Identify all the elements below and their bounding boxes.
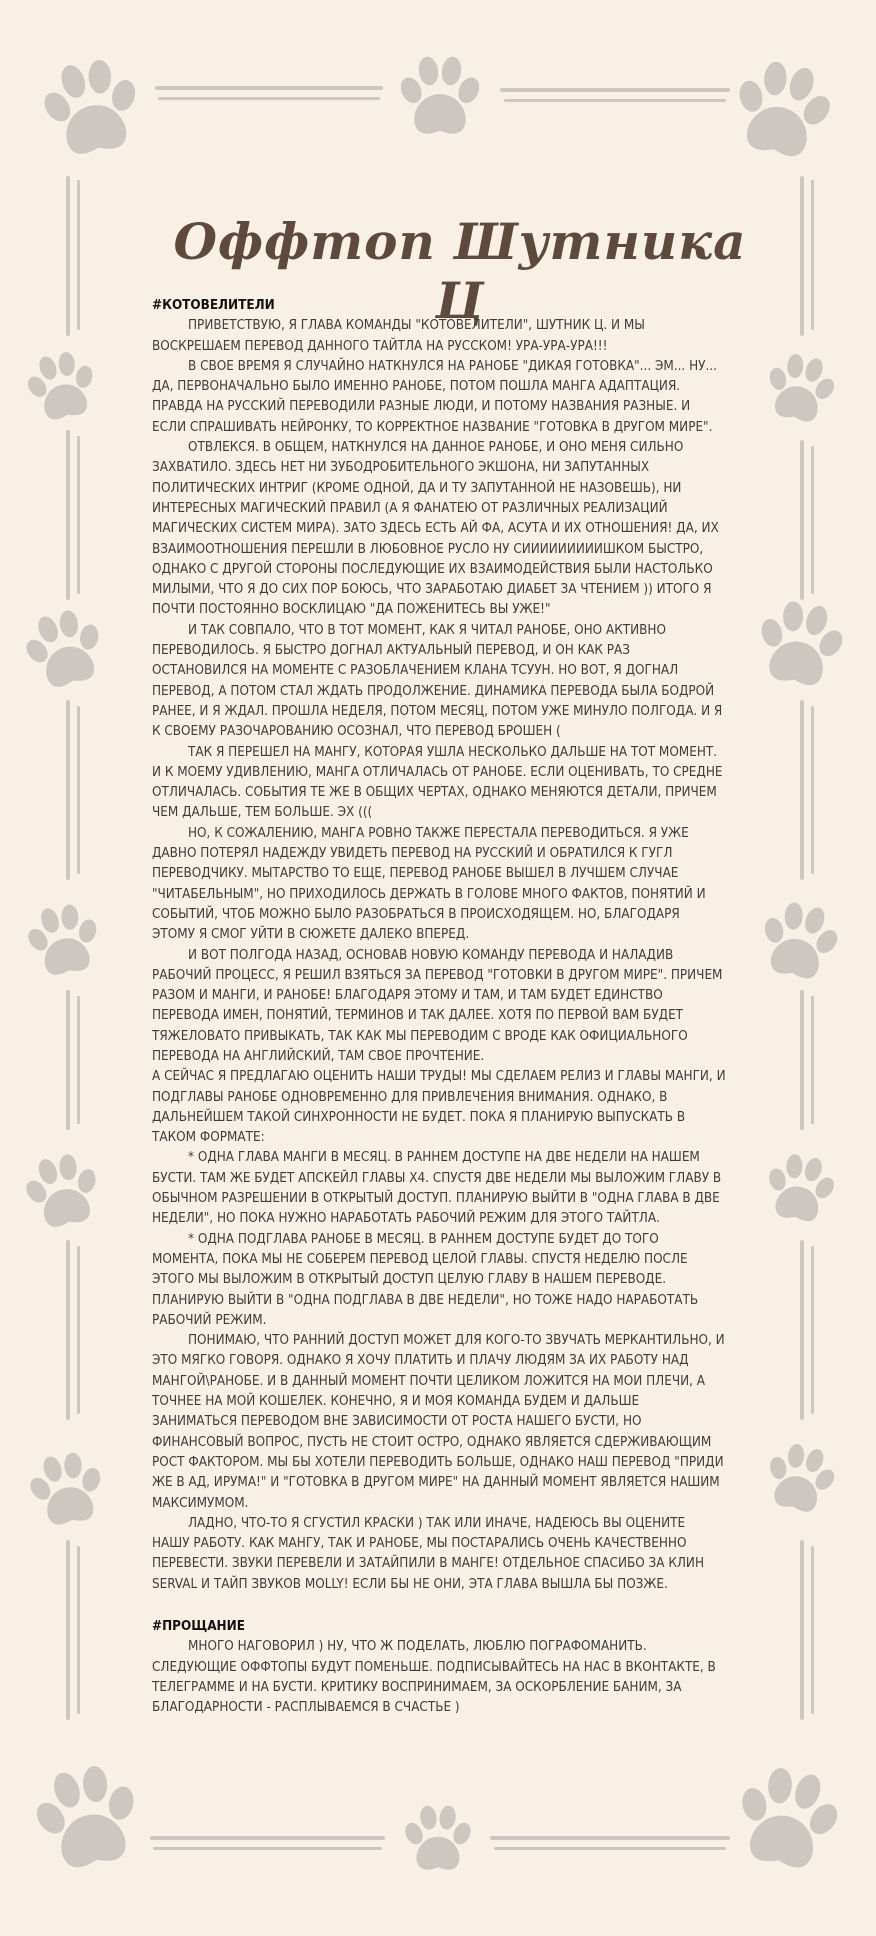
- frame-line-left: [77, 436, 80, 594]
- paw-print-icon: [24, 1448, 110, 1534]
- frame-line-right: [800, 700, 804, 880]
- paragraph: ТАК Я ПЕРЕШЕЛ НА МАНГУ, КОТОРАЯ УШЛА НЕСКОЛЬКО ДАЛЬШЕ НА ТОТ МОМЕНТ. И К МОЕМУ УДИВЛЕНИЮ, МАНГА ОТЛИЧАЛАСЬ ОТ РАНОБЕ. ЕСЛИ ОЦЕНИВАТЬ, ТО СРЕДНЕ ОТЛИЧАЛАСЬ. СОБЫТИЯ ТЕ ЖЕ В ОБЩИХ ЧЕРТАХ, ОДНАКО МЕНЯЮТСЯ ДЕТАЛИ, ПРИЧЕМ ЧЕМ ДАЛЬШЕ, ТЕМ БОЛЬШЕ. ЭХ (((: [152, 744, 723, 821]
- frame-line-left: [66, 1540, 70, 1720]
- frame-line-left: [77, 1246, 80, 1414]
- paw-print-icon: [754, 898, 844, 988]
- frame-line-top: [504, 99, 726, 102]
- frame-line-left: [77, 180, 80, 330]
- paragraph: ЛАДНО, ЧТО-ТО Я СГУСТИЛ КРАСКИ ) ТАК ИЛИ ИНАЧЕ, НАДЕЮСЬ ВЫ ОЦЕНИТЕ НАШУ РАБОТУ. КАК МАНГУ, ТАК И РАНОБЕ, МЫ ПОСТАРАЛИСЬ ОЧЕНЬ КАЧЕСТВЕННО ПЕРЕВЕСТИ. ЗВУКИ ПЕРЕВЕЛИ И ЗАТАЙПИЛИ В МАНГЕ! ОТДЕЛЬНОЕ СПАСИБО ЗА КЛИН SERVAL И ТАЙП ЗВУКОВ MOLLY! ЕСЛИ БЫ НЕ ОНИ, ЭТА ГЛАВА ВЫШЛА БЫ ПОЗЖЕ.: [152, 1515, 705, 1592]
- paragraph: НО, К СОЖАЛЕНИЮ, МАНГА РОВНО ТАКЖЕ ПЕРЕСТАЛА ПЕРЕВОДИТЬСЯ. Я УЖЕ ДАВНО ПОТЕРЯЛ НАДЕЖДУ УВИДЕТЬ ПЕРЕВОД НА РУССКИЙ И ОБРАТИЛСЯ К ГУГЛ ПЕРЕВОДЧИКУ. МЫТАРСТВО ТО ЕЩЕ, ПЕРЕВОД РАНОБЕ ВЫШЕЛ В ЛУЧШЕМ СЛУЧАЕ "ЧИТАБЕЛЬНЫМ", НО ПРИХОДИЛОСЬ ДЕРЖАТЬ В ГОЛОВЕ МНОГО ФАКТОВ, ПОНЯТИЙ И СОБЫТИЙ, ЧТОБ МОЖНО БЫЛО РАЗОБРАТЬСЯ В ПРОИСХОДЯЩЕМ. НО, БЛАГОДАРЯ ЭТОМУ Я СМОГ УЙТИ В СЮЖЕТЕ ДАЛЕКО ВПЕРЕД.: [152, 825, 706, 943]
- paw-print-icon: [726, 56, 838, 168]
- page-title: Оффтоп Шутника Ц: [173, 212, 747, 330]
- paw-print-icon: [28, 1760, 148, 1880]
- paw-print-icon: [760, 350, 840, 430]
- frame-line-right: [811, 180, 814, 330]
- frame-line-right: [800, 1240, 804, 1420]
- bullet-item: * ОДНА ГЛАВА МАНГИ В МЕСЯЦ. В РАННЕМ ДОСТУПЕ НА ДВЕ НЕДЕЛИ НА НАШЕМ БУСТИ. ТАМ ЖЕ БУДЕТ АПСКЕЙЛ ГЛАВЫ Х4. СПУСТЯ ДВЕ НЕДЕЛИ МЫ ВЫЛОЖИМ ГЛАВУ В ОБЫЧНОМ РАЗРЕШЕНИИ В ОТКРЫТЫЙ ДОСТУП. ПЛАНИРУЮ ВЫЙТИ В "ОДНА ГЛАВА В ДВЕ НЕДЕЛИ", НО ПОКА НУЖНО НАРАБОТАТЬ РАБОЧИЙ РЕЖИМ ДЛЯ ЭТОГО ТАЙТЛА.: [152, 1150, 722, 1227]
- paw-print-icon: [392, 50, 488, 146]
- frame-line-right: [811, 1546, 814, 1714]
- frame-line-left: [77, 996, 80, 1124]
- paragraph: ПОНИМАЮ, ЧТО РАННИЙ ДОСТУП МОЖЕТ ДЛЯ КОГО-ТО ЗВУЧАТЬ МЕРКАНТИЛЬНО, И ЭТО МЯГКО ГОВОРЯ. ОДНАКО Я ХОЧУ ПЛАТИТЬ И ПЛАЧУ ЛЮДЯМ ЗА ИХ РАБОТУ НАД МАНГОЙ\РАНОБЕ. И В ДАННЫЙ МОМЕНТ ПОЧТИ ЦЕЛИКОМ ЛОЖИТСЯ НА МОИ ПЛЕЧИ, А ТОЧНЕЕ НА МОЙ КОШЕЛЕК. КОНЕЧНО, Я И МОЯ КОМАНДА БУДЕМ И ДАЛЬШЕ ЗАНИМАТЬСЯ ПЕРЕВОДОМ ВНЕ ЗАВИСИМОСТИ ОТ РОСТА НАШЕГО БУСТИ, НО ФИНАНСОВЫЙ ВОПРОС, ПУСТЬ НЕ СТОИТ ОСТРО, ОДНАКО ЯВЛЯЕТСЯ СДЕРЖИВАЮЩИМ РОСТ ФАКТОРОМ. МЫ БЫ ХОТЕЛИ ПЕРЕВОДИТЬ БОЛЬШЕ, ОДНАКО НАШ ПЕРЕВОД "ПРИДИ ЖЕ В АД, ИРУМА!" И "ГОТОВКА В ДРУГОМ МИРЕ" НА ДАННЫЙ МОМЕНТ ЯВЛЯЕТСЯ НАШИМ МАКСИМУМОМ.: [152, 1333, 725, 1511]
- frame-line-bottom: [494, 1847, 726, 1850]
- paragraph: И ТАК СОВПАЛО, ЧТО В ТОТ МОМЕНТ, КАК Я ЧИТАЛ РАНОБЕ, ОНО АКТИВНО ПЕРЕВОДИЛОСЬ. Я БЫСТРО ДОГНАЛ АКТУАЛЬНЫЙ ПЕРЕВОД, И ОН КАК РАЗ ОСТАНОВИЛСЯ НА МОМЕНТЕ С РАЗОБЛАЧЕНИЕМ КЛАНА ТСУУН. НО ВОТ, Я ДОГНАЛ ПЕРЕВОД, А ПОТОМ СТАЛ ЖДАТЬ ПРОДОЛЖЕНИЕ. ДИНАМИКА ПЕРЕВОДА БЫЛА БОДРОЙ РАНЕЕ, И Я ЖДАЛ. ПРОШЛА НЕДЕЛЯ, ПОТОМ МЕСЯЦ, ПОТОМ УЖЕ МИНУЛО ПОЛГОДА. И Я К СВОЕМУ РАЗОЧАРОВАНИЮ ОСОЗНАЛ, ЧТО ПЕРЕВОД БРОШЕН (: [152, 622, 723, 740]
- frame-line-right: [811, 1246, 814, 1414]
- section-heading-farewell: #ПРОЩАНИЕ: [152, 1619, 245, 1634]
- paw-print-icon: [20, 1150, 106, 1236]
- paw-print-icon: [36, 54, 148, 166]
- paragraph: И ВОТ ПОЛГОДА НАЗАД, ОСНОВАВ НОВУЮ КОМАНДУ ПЕРЕВОДА И НАЛАДИВ РАБОЧИЙ ПРОЦЕСС, Я РЕШИЛ ВЗЯТЬСЯ ЗА ПЕРЕВОД "ГОТОВКИ В ДРУГОМ МИРЕ". ПРИЧЕМ РАЗОМ И МАНГИ, И РАНОБЕ! БЛАГОДАРЯ ЭТОМУ И ТАМ, И ТАМ БУДЕТ ЕДИНСТВО ПЕРЕВОДА ИМЕН, ПОНЯТИЙ, ТЕРМИНОВ И ТАК ДАЛЕЕ. ХОТЯ ПО ПЕРВОЙ ВАМ БУДЕТ ТЯЖЕЛОВАТО ПРИВЫКАТЬ, ТАК КАК МЫ ПЕРЕВОДИМ С ВРОДЕ КАК ОФИЦИАЛЬНОГО ПЕРЕВОДА НА АНГЛИЙСКИЙ, ТАМ СВОЕ ПРОЧТЕНИЕ.: [152, 947, 723, 1064]
- frame-line-left: [77, 1546, 80, 1714]
- frame-line-right: [800, 990, 804, 1130]
- paragraph: ПРИВЕТСТВУЮ, Я ГЛАВА КОМАНДЫ "КОТОВЕЛИТЕЛИ", ШУТНИК Ц. И МЫ ВОСКРЕШАЕМ ПЕРЕВОД ДАННОГО ТАЙТЛА НА РУССКОМ! УРА-УРА-УРА!!!: [152, 318, 645, 354]
- frame-line-left: [66, 430, 70, 600]
- paragraph: ОТВЛЕКСЯ. В ОБЩЕМ, НАТКНУЛСЯ НА ДАННОЕ РАНОБЕ, И ОНО МЕНЯ СИЛЬНО ЗАХВАТИЛО. ЗДЕСЬ НЕТ НИ ЗУБОДРОБИТЕЛЬНОГО ЭКШОНА, НИ ЗАПУТАННЫХ ПОЛИТИЧЕСКИХ ИНТРИГ (КРОМЕ ОДНОЙ, ДА И ТУ ЗАПУТАННОЙ НЕ НАЗОВЕШЬ), НИ ИНТЕРЕСНЫХ МАГИЧЕСКИЙ ПРАВИЛ (А Я ФАНАТЕЮ ОТ РАЗЛИЧНЫХ РЕАЛИЗАЦИЙ МАГИЧЕСКИХ СИСТЕМ МИРА). ЗАТО ЗДЕСЬ ЕСТЬ АЙ ФА, АСУТА И ИХ ОТНОШЕНИЯ! ДА, ИХ ВЗАИМООТНОШЕНИЯ ПЕРЕШЛИ В ЛЮБОВНОЕ РУСЛО НУ СИИИИИИИИИШКОМ БЫСТРО, ОДНАКО С ДРУГОЙ СТОРОНЫ ПОСЛЕДУЮЩИЕ ИХ ВЗАИМОДЕЙСТВИЯ БЫЛИ НАСТОЛЬКО МИЛЫМИ, ЧТО Я ДО СИХ ПОР БОЮСЬ, ЧТО ЗАРАБОТАЮ ДИАБЕТ ЗА ЧТЕНИЕМ )) ИТОГО Я ПОЧТИ ПОСТОЯННО ВОСКЛИЦАЮ "ДА ПОЖЕНИТЕСЬ ВЫ УЖЕ!": [152, 440, 719, 618]
- frame-line-bottom: [490, 1836, 730, 1840]
- paragraph: В СВОЕ ВРЕМЯ Я СЛУЧАЙНО НАТКНУЛСЯ НА РАНОБЕ "ДИКАЯ ГОТОВКА"... ЭМ... НУ... ДА, ПЕРВОНАЧАЛЬНО БЫЛО ИМЕННО РАНОБЕ, ПОТОМ ПОШЛА МАНГА АДАПТАЦИЯ. ПРАВДА НА РУССКИЙ ПЕРЕВОДИЛИ РАЗНЫЕ ЛЮДИ, И ПОТОМУ НАЗВАНИЯ РАЗНЫЕ. И ЕСЛИ СПРАШИВАТЬ НЕЙРОНКУ, ТО КОРРЕКТНОЕ НАЗВАНИЕ "ГОТОВКА В ДРУГОМ МИРЕ".: [152, 358, 717, 435]
- frame-line-left: [77, 706, 80, 874]
- paw-print-icon: [760, 1440, 840, 1520]
- paw-print-icon: [760, 1150, 840, 1230]
- frame-line-right: [800, 176, 804, 336]
- bullet-item: * ОДНА ПОДГЛАВА РАНОБЕ В МЕСЯЦ. В РАННЕМ ДОСТУПЕ БУДЕТ ДО ТОГО МОМЕНТА, ПОКА МЫ НЕ СОБЕРЕМ ПЕРЕВОД ЦЕЛОЙ ГЛАВЫ. СПУСТЯ НЕДЕЛЮ ПОСЛЕ ЭТОГО МЫ ВЫЛОЖИМ В ОТКРЫТЫЙ ДОСТУП ЦЕЛУЮ ГЛАВУ В НАШЕМ ПЕРЕВОДЕ. ПЛАНИРУЮ ВЫЙТИ В "ОДНА ПОДГЛАВА В ДВЕ НЕДЕЛИ", НО ТОЖЕ НАДО НАРАБОТАТЬ РАБОЧИЙ РЕЖИМ.: [152, 1231, 699, 1328]
- frame-line-right: [800, 1540, 804, 1720]
- paw-print-icon: [750, 596, 850, 696]
- frame-line-bottom: [150, 1836, 385, 1840]
- frame-line-right: [811, 996, 814, 1124]
- frame-line-left: [66, 1240, 70, 1420]
- section-heading-kotoveliteli: #КОТОВЕЛИТЕЛИ: [152, 298, 275, 313]
- frame-line-right: [811, 706, 814, 874]
- frame-line-bottom: [153, 1847, 382, 1850]
- frame-line-right: [800, 440, 804, 600]
- paw-print-icon: [728, 1762, 846, 1880]
- frame-line-top: [500, 88, 730, 92]
- frame-line-left: [66, 700, 70, 880]
- paragraph: А СЕЙЧАС Я ПРЕДЛАГАЮ ОЦЕНИТЬ НАШИ ТРУДЫ! МЫ СДЕЛАЕМ РЕЛИЗ И ГЛАВЫ МАНГИ, И ПОДГЛАВЫ РАНОБЕ ОДНОВРЕМЕННО ДЛЯ ПРИВЛЕЧЕНИЯ ВНИМАНИЯ. ОДНАКО, В ДАЛЬНЕЙШЕМ ТАКОЙ СИНХРОННОСТИ НЕ БУДЕТ. ПОКА Я ПЛАНИРУЮ ВЫПУСКАТЬ В ТАКОМ ФОРМАТЕ:: [152, 1069, 726, 1146]
- frame-line-top: [155, 86, 383, 90]
- paw-print-icon: [398, 1800, 478, 1880]
- paw-print-icon: [20, 606, 110, 696]
- frame-line-top: [158, 97, 380, 100]
- frame-line-left: [66, 176, 70, 336]
- frame-line-right: [811, 446, 814, 594]
- paragraph: МНОГО НАГОВОРИЛ ) НУ, ЧТО Ж ПОДЕЛАТЬ, ЛЮБЛЮ ПОГРАФОМАНИТЬ. СЛЕДУЮЩИЕ ОФФТОПЫ БУДУТ ПОМЕНЬШЕ. ПОДПИСЫВАЙТЕСЬ НА НАС В ВКОНТАКТЕ, В ТЕЛЕГРАММЕ И НА БУСТИ. КРИТИКУ ВОСПРИНИМАЕМ, ЗА ОСКОРБЛЕНИЕ БАНИМ, ЗА БЛАГОДАРНОСТИ - РАСПЛЫВАЕМСЯ В СЧАСТЬЕ ): [152, 1639, 716, 1716]
- paw-print-icon: [22, 900, 106, 984]
- paw-print-icon: [22, 348, 102, 428]
- frame-line-left: [66, 990, 70, 1130]
- document-body: [152, 296, 726, 1718]
